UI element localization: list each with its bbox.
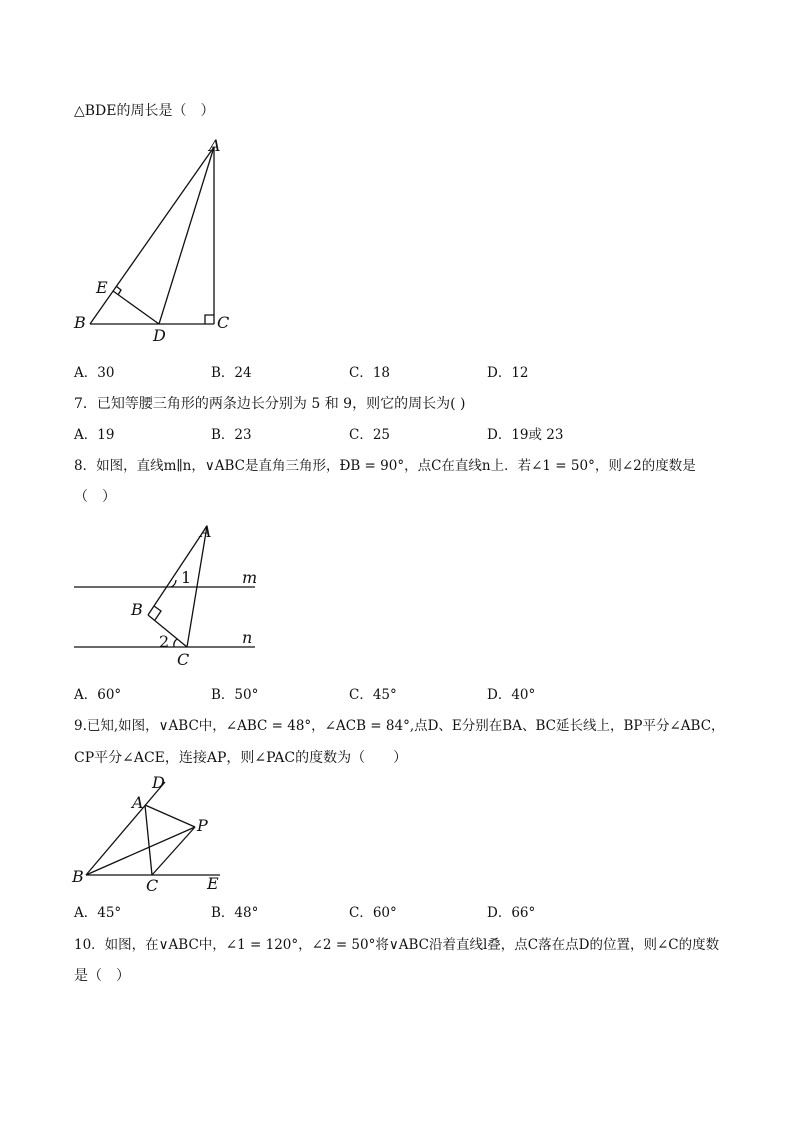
q7-option-c[interactable]: C．25 — [349, 427, 391, 443]
q8-option-a[interactable]: A．60° — [74, 687, 122, 703]
q8-angle-2: 2 — [159, 632, 170, 651]
q6-option-d[interactable]: D．12 — [487, 365, 529, 381]
q8-stem-line1: 8．如图，直线m∥n，∨ABC是直角三角形，ÐB = 90°，点C在直线n上．若∠1 = 50°，则∠2的度数是 — [74, 458, 696, 474]
q8-option-b[interactable]: B．50° — [211, 687, 259, 703]
q8-label-m: m — [242, 568, 258, 587]
q9-option-b[interactable]: B．48° — [211, 905, 259, 921]
q6-label-E: E — [96, 278, 108, 297]
q9-figure — [70, 772, 240, 897]
q8-label-C: C — [177, 650, 190, 669]
q9-stem-line1: 9.已知,如图，∨ABC中，∠ABC = 48°，∠ACB = 84°,点D、E分别在BA、BC延长线上，BP平分∠ABC， — [74, 718, 725, 734]
q6-label-B: B — [74, 313, 86, 332]
q8-option-c[interactable]: C．45° — [349, 687, 397, 703]
q9-option-d[interactable]: D．66° — [487, 905, 536, 921]
q8-option-d[interactable]: D．40° — [487, 687, 536, 703]
q9-label-C: C — [146, 876, 159, 895]
q8-figure — [70, 517, 260, 672]
q8-label-n: n — [242, 628, 253, 647]
q9-option-c[interactable]: C．60° — [349, 905, 397, 921]
q8-label-A: A — [200, 522, 212, 541]
q6-label-D: D — [153, 326, 166, 345]
q8-label-B: B — [131, 600, 143, 619]
q9-label-D: D — [152, 773, 165, 792]
q6-option-a[interactable]: A．30 — [74, 365, 115, 381]
q7-option-b[interactable]: B．23 — [211, 427, 252, 443]
q6-option-c[interactable]: C．18 — [349, 365, 391, 381]
q6-figure — [60, 135, 260, 345]
q9-label-P: P — [197, 816, 208, 835]
q9-label-A: A — [132, 793, 144, 812]
q9-stem-line2: CP平分∠ACE，连接AP，则∠PAC的度数为（ ） — [74, 750, 408, 766]
q8-stem-line2: （ ） — [74, 489, 116, 505]
q9-label-E: E — [207, 874, 219, 893]
q9-label-B: B — [72, 867, 84, 886]
q6-label-C: C — [217, 313, 230, 332]
q7-option-d[interactable]: D．19或 23 — [487, 427, 564, 443]
q10-stem-line2: 是（ ） — [74, 968, 130, 984]
q6-stem: △BDE的周长是（ ） — [74, 103, 215, 119]
q8-angle-1: 1 — [181, 568, 192, 587]
q6-label-A: A — [209, 136, 221, 155]
q6-option-b[interactable]: B．24 — [211, 365, 252, 381]
q9-option-a[interactable]: A．45° — [74, 905, 122, 921]
q7-option-a[interactable]: A．19 — [74, 427, 115, 443]
q10-stem-line1: 10．如图，在∨ABC中，∠1 = 120°，∠2 = 50°将∨ABC沿着直线l叠，点C落在点D的位置，则∠C的度数 — [74, 937, 720, 953]
q7-stem: 7．已知等腰三角形的两条边长分别为 5 和 9，则它的周长为( ) — [74, 396, 466, 412]
